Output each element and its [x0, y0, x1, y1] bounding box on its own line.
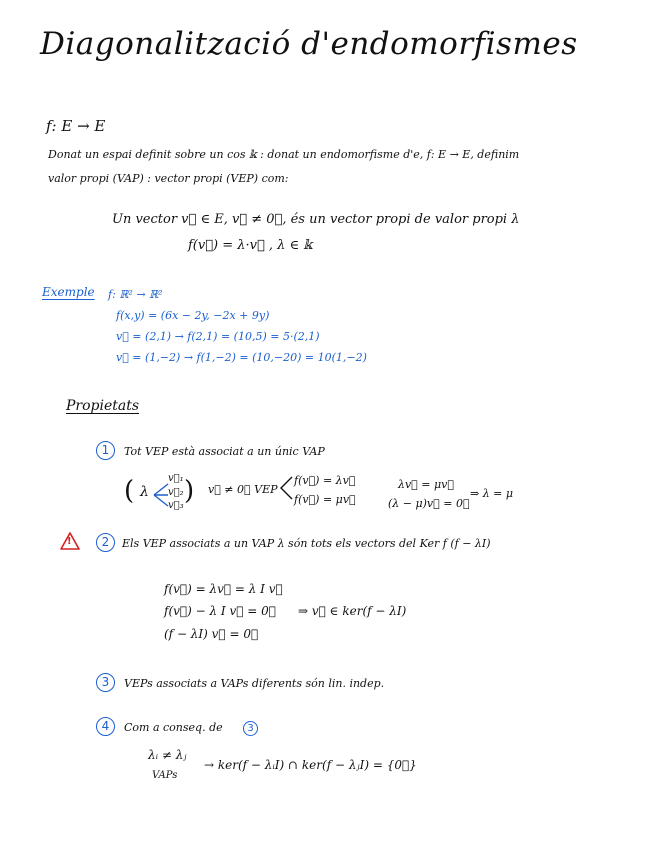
p2-conclusion: ⇒ v⃗ ∈ ker(f − λI) [298, 604, 407, 618]
intro-line-1: Donat un espai definit sobre un cos 𝕜 : donat un endomorfisme d'e, f: E → E, definim [48, 148, 520, 161]
property-3-text: VEPs associats a VAPs diferents són lin. indep. [124, 677, 385, 690]
p1-result-2: (λ − μ)v⃗ = 0⃗ [388, 497, 470, 510]
example-line-2: f(x,y) = (6x − 2y, −2x + 9y) [116, 309, 270, 322]
definition-line-1: Un vector v⃗ ∈ E, v⃗ ≠ 0⃗, és un vector propi de valor propi λ [112, 212, 520, 227]
property-1-number: 1 [96, 441, 115, 460]
properties-heading: Propietats [66, 398, 140, 414]
p4-vaps-label: VAPs [152, 770, 178, 781]
p2-eq-1: f(v⃗) = λv⃗ = λ I v⃗ [164, 582, 283, 596]
p1-result-1: λv⃗ = μv⃗ [398, 478, 454, 491]
warning-mark: ! [67, 536, 72, 547]
example-line-4: v⃗ = (1,−2) → f(1,−2) = (10,−20) = 10(1,−2) [116, 351, 367, 364]
property-3-reference: 3 [243, 721, 258, 736]
example-line-1: f: ℝ² → ℝ² [108, 288, 163, 301]
p1-vec-1: v⃗₁ [168, 473, 184, 484]
property-3-number: 3 [96, 673, 115, 692]
definition-line-2: f(v⃗) = λ·v⃗ , λ ∈ 𝕜 [188, 238, 313, 253]
p1-eq-1: f(v⃗) = λv⃗ [294, 474, 356, 487]
p1-lambda: λ [140, 484, 149, 500]
property-2-number: 2 [96, 533, 115, 552]
map-definition: f: E → E [46, 117, 106, 135]
p1-eq-2: f(v⃗) = μv⃗ [294, 493, 356, 506]
intro-line-2: valor propi (VAP) : vector propi (VEP) com: [48, 172, 289, 185]
example-line-3: v⃗ = (2,1) → f(2,1) = (10,5) = 5·(2,1) [116, 330, 320, 343]
p1-condition: v⃗ ≠ 0⃗ VEP [208, 483, 278, 496]
p1-vec-3: v⃗₃ [168, 500, 184, 511]
p2-eq-3: (f − λI) v⃗ = 0⃗ [164, 627, 259, 641]
p4-equation: → ker(f − λᵢI) ∩ ker(f − λⱼI) = {0⃗} [204, 758, 417, 772]
page-title: Diagonalització d'endomorfismes [40, 26, 578, 62]
brace-icon [278, 474, 294, 502]
property-2-text: Els VEP associats a un VAP λ són tots els vectors del Ker f (f − λI) [122, 537, 491, 550]
left-paren-icon: ( [124, 476, 135, 506]
example-label: Exemple [42, 285, 95, 299]
property-4-number: 4 [96, 717, 115, 736]
property-4-text: Com a conseq. de [124, 721, 223, 734]
right-paren-icon: ) [184, 476, 195, 506]
p1-vec-2: v⃗₂ [168, 487, 184, 498]
p4-condition: λᵢ ≠ λⱼ [148, 748, 187, 762]
property-1-text: Tot VEP està associat a un únic VAP [124, 445, 325, 458]
p2-eq-2: f(v⃗) − λ I v⃗ = 0⃗ [164, 604, 276, 618]
p1-conclusion: ⇒ λ = μ [470, 487, 514, 500]
